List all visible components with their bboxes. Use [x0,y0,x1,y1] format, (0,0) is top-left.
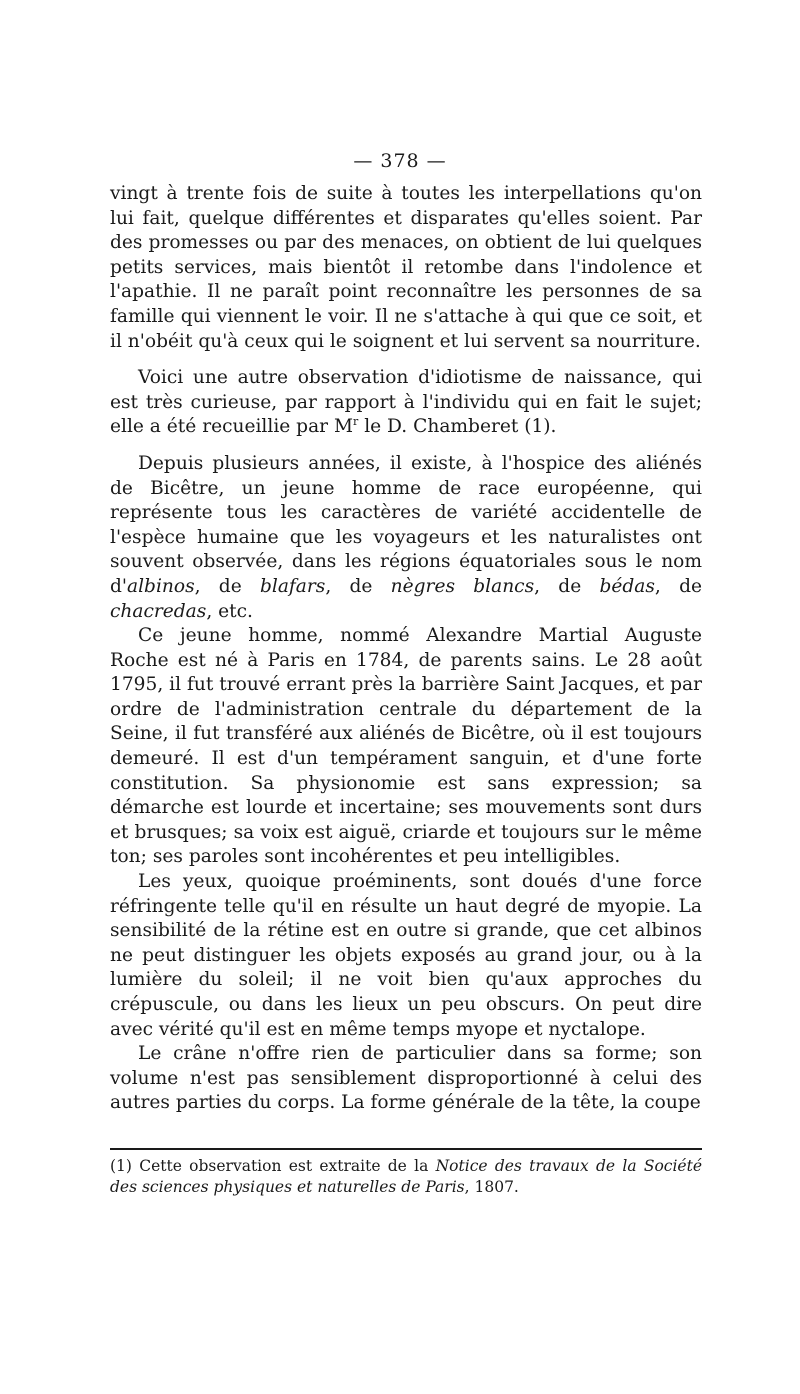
footnotes [110,1156,702,1198]
text-run: , de [194,575,260,597]
italic-text: albinos [127,575,195,597]
footnote [110,1156,702,1198]
text-run: , etc. [206,600,253,622]
text-run: Les yeux, quoique proéminents, sont doués d'une force réfringente telle qu'il en résulte un haut degré de myopie. La sensibilité de la rétine est en outre si grande, que cet albinos ne peut distinguer les objets exposés au grand jour, ou à la lumière du soleil; il ne voit bien qu'aux approches du crépuscule, ou dans les lieux un peu obscurs. On peut dire avec vérité qu'il est en même temps myope et nyctalope. [110,871,702,1040]
paragraph [110,870,702,1042]
text-run: Ce jeune homme, nommé Alexandre Martial Auguste Roche est né à Paris en 1784, de parents sains. Le 28 août 1795, il fut trouvé errant près la barrière Saint Jacques, et par ordre de l'administration centrale du département de la Seine, il fut transféré aux aliénés de Bicêtre, où il est toujours demeuré. Il est d'un tempérament sanguin, et d'une forte constitution. Sa physionomie est sans expression; sa démarche est lourde et incertaine; ses mouvements sont durs et brusques; sa voix est aiguë, criarde et toujours sur le même ton; ses paroles sont incohérentes et peu intelligibles. [110,625,702,868]
page-number: — 378 — [353,150,447,172]
paragraph [110,182,702,354]
footnote-divider [110,1148,702,1150]
italic-text: bédas [599,575,655,597]
text-run: Voici une autre observation d'idiotisme de naissance, qui est très curieuse, par rapport à l'individu qui en fait le sujet; elle a été recueillie par M [110,367,702,438]
paragraph [110,366,702,440]
paragraph [110,624,702,870]
italic-text: blafars [259,575,326,597]
body-text [110,182,702,1116]
text-run: , 1807. [464,1178,519,1196]
text-run: (1) Cette observation est extraite de la [110,1157,436,1175]
text-run: Le crâne n'offre rien de particulier dans sa forme; son volume n'est pas sensiblement disproportionné à celui des autres parties du corps. La forme générale de la tête, la coupe [110,1043,702,1114]
text-run: vingt à trente fois de suite à toutes les interpellations qu'on lui fait, quelque différentes et disparates qu'elles soient. Par des promesses ou par des menaces, on obtient de lui quelques petits services, mais bientôt il retombe dans l'indolence et l'apathie. Il ne paraît point reconnaître les personnes de sa famille qui viennent le voir. Il ne s'attache à qui que ce soit, et il n'obéit qu'à ceux qui le soignent et lui servent sa nourriture. [110,183,702,352]
text-run: , de [654,575,703,597]
text-run: , de [534,575,600,597]
superscript: r [353,415,359,429]
italic-text: nègres blancs [390,575,535,597]
text-run: Depuis plusieurs années, il existe, à l'hospice des aliénés de Bicêtre, un jeune homme de race européenne, qui représente tous les caractères de variété accidentelle de l'espèce humaine que les voyageurs et les naturalistes ont souvent observée, dans les régions équatoriales sous le nom d' [110,452,702,597]
paragraph [110,1042,702,1116]
text-run: le D. Chamberet (1). [358,416,557,438]
italic-text: Notice des travaux de la Société des sciences physiques et naturelles de Paris [110,1157,702,1196]
italic-text: chacredas [110,600,207,622]
paragraph [110,452,702,624]
text-run: , de [325,575,391,597]
